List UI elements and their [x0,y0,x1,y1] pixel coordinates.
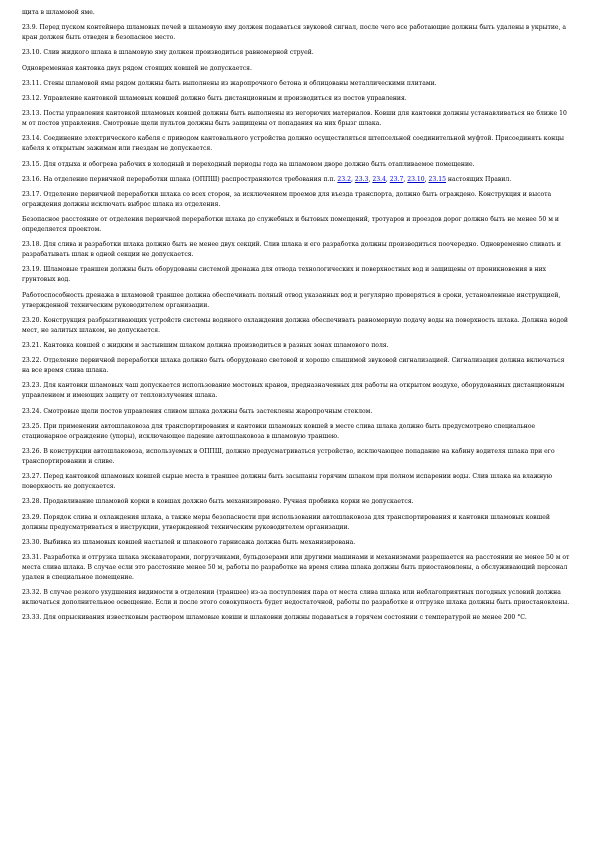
paragraph: 23.19. Шламовые траншеи должны быть оборудованы системой дренажа для отвода технологических и поверхностных вод и защищены от проникновения в них грунтовых вод. [22,266,547,284]
paragraph: Одновременная кантовка двух рядом стоящих ковшей не допускается. [22,64,252,72]
paragraph: 23.29. Порядок слива и охлаждения шлака, а также меры безопасности при использовании автошлаковоза для транспортирования и кантовки шламовых ковшей должны предусматриваться в инструкции, утвержденной техническим руководителем организации. [22,513,550,531]
link-23-4[interactable]: 23.4 [372,175,386,183]
link-23-10[interactable]: 23.10 [407,175,425,183]
paragraph: 23.27. Перед кантовкой шламовых ковшей сырые места в траншее должны быть засыпаны горячим шлаком при полном испарении воды. Слив шлака на влажную поверхность не допускается. [22,473,553,491]
paragraph-with-links: 23.16. На отделение первичной переработки шлака (ОППШ) распространяются требования п.п. 23.2, 23.3, 23.4, 23.7, 23.10, 23.15 настоящих Правил. [22,175,512,183]
paragraph: Работоспособность дренажа в шламовой траншее должна обеспечивать полный отвод указанных вод и регулярно проверяться в сроки, установленные инструкцией, утвержденной техническим руководителем организации. [22,291,561,309]
paragraph: 23.31. Разработка и отгрузка шлака экскаваторами, погрузчиками, бульдозерами или другими машинами и механизмами разрешается на расстоянии не менее 50 м от места слива шлака. В случае если это расстояние менее 50 м, работы по разработке на время слива шлака должны быть приостановлены, а обслуживающий персонал удален в специальное помещение. [22,553,570,581]
link-23-3[interactable]: 23.3 [354,175,369,183]
paragraph: 23.15. Для отдыха и обогрева рабочих в холодный и переходный периоды года на шламовом дворе должно быть отапливаемое помещение. [22,160,475,168]
paragraph-text: настоящих Правил. [446,175,512,183]
paragraph: 23.30. Выбивка из шламовых ковшей настылей и шлакового гарнисажа должна быть механизирована. [22,538,356,546]
paragraph: Безопасное расстояние от отделения первичной переработки шлака до служебных и бытовых помещений, тротуаров и проездов дорог должно быть не менее 50 м и определяется проектом. [22,216,559,234]
paragraph: 23.14. Соединение электрического кабеля с приводом кантовального устройства должно осуществляться штепсельной соединительной муфтой. Присоединять концы кабеля к открытым зажимам или гнездам не допускается. [22,135,564,153]
paragraph: 23.32. В случае резкого ухудшения видимости в отделении (траншее) из-за поступления пара от места слива шлака или неблагоприятных погодных условий должна включаться дополнительное освещение. Если и после этого совокупность будет недостаточной, работы по разработке и отгрузке шлака должны быть приостановлены. [22,589,570,607]
paragraph: 23.12. Управление кантовкой шламовых ковшей должно быть дистанционным и производиться из постов управления. [22,94,407,102]
paragraph: 23.28. Продавливание шламовой корки в ковшах должно быть механизировано. Ручная пробивка корки не допускается. [22,498,414,506]
paragraph: 23.10. Слив жидкого шлака в шламовую яму должен производиться равномерной струей. [22,49,314,57]
paragraph: 23.33. Для опрыскивания известковым раствором шламовые ковши и шлаковни должны подаваться в горячем состоянии с температурой не менее 200 °С. [22,614,527,622]
paragraph: 23.25. При применении автошлаковоза для транспортирования и кантовки шламовых ковшей в месте слива шлака должно быть предусмотрено специальное стационарное ограждение (упоры), исключающее падение автошлаковоза в шламовую траншею. [22,422,536,440]
paragraph: 23.13. Посты управления кантовкой шламовых ковшей должны быть выполнены из негорючих материалов. Ковши для кантовки должны устанавливаться не ближе 10 м от постов управления. Смотровые щели пультов должны быть защищены от попадания на них брызг шлака. [22,110,567,128]
paragraph: 23.23. Для кантовки шламовых чаш допускается использование мостовых кранов, предназначенных для работы на открытом воздухе, оборудованных дистанционным управлением и имеющих защиту от теплоизлучения шлака. [22,382,565,400]
document-page [22,8,570,628]
paragraph: 23.22. Отделение первичной переработки шлака должно быть оборудовано световой и хорошо слышимой звуковой сигнализацией. Сигнализация должна включаться на все время слива шлака. [22,357,565,375]
link-23-7[interactable]: 23.7 [389,175,404,183]
paragraph-text: 23.16. На отделение первичной переработки шлака (ОППШ) распространяются требования п.п. [22,175,338,183]
paragraph: 23.20. Конструкция разбрызгивающих устройств системы водяного охлаждения должна обеспечивать равномерную подачу воды на поверхность шлака. Должна водой мест, не залитых шлаком, не допускается. [22,316,568,334]
paragraph: 23.21. Кантовка ковшей с жидким и застывшим шлаком должна производиться в разных зонах шламового поля. [22,342,389,349]
link-23-2[interactable]: 23.2 [337,175,351,183]
paragraph: 23.11. Стены шламовой ямы рядом должны быть выполнены из жаропрочного бетона и облицованы металлическими плитами. [22,79,437,87]
link-23-15[interactable]: 23.15 [428,175,446,183]
paragraph: 23.17. Отделение первичной переработки шлака со всех сторон, за исключением проемов для въезда транспорта, должно быть ограждено. Конструкция и высота ограждения должны исключать выброс шлака из отделения. [22,190,552,208]
paragraph: 23.26. В конструкции автошлаковоза, используемых в ОППШ, должно предусматриваться устройство, исключающее попадание на кабину водителя шлака при его транспортировании и сливе. [22,447,555,465]
paragraph: 23.9. Перед пуском контейнера шламовых печей в шламовую яму должен подаваться звуковой сигнал, после чего все работающие должны быть удалены в укрытие, а кран должен быть отведен в безопасное место. [22,24,566,42]
paragraph: 23.24. Смотровые щели постов управления сливом шлака должны быть застеклены жаропрочным стеклом. [22,407,373,415]
paragraph: 23.18. Для слива и разработки шлака должно быть не менее двух секций. Слив шлака и его разработка должны производиться поочередно. Одновременно сливать и разрабатывать шлак в одной секции не допускается. [22,241,561,259]
paragraph: щита в шламовой яме. [22,9,95,16]
